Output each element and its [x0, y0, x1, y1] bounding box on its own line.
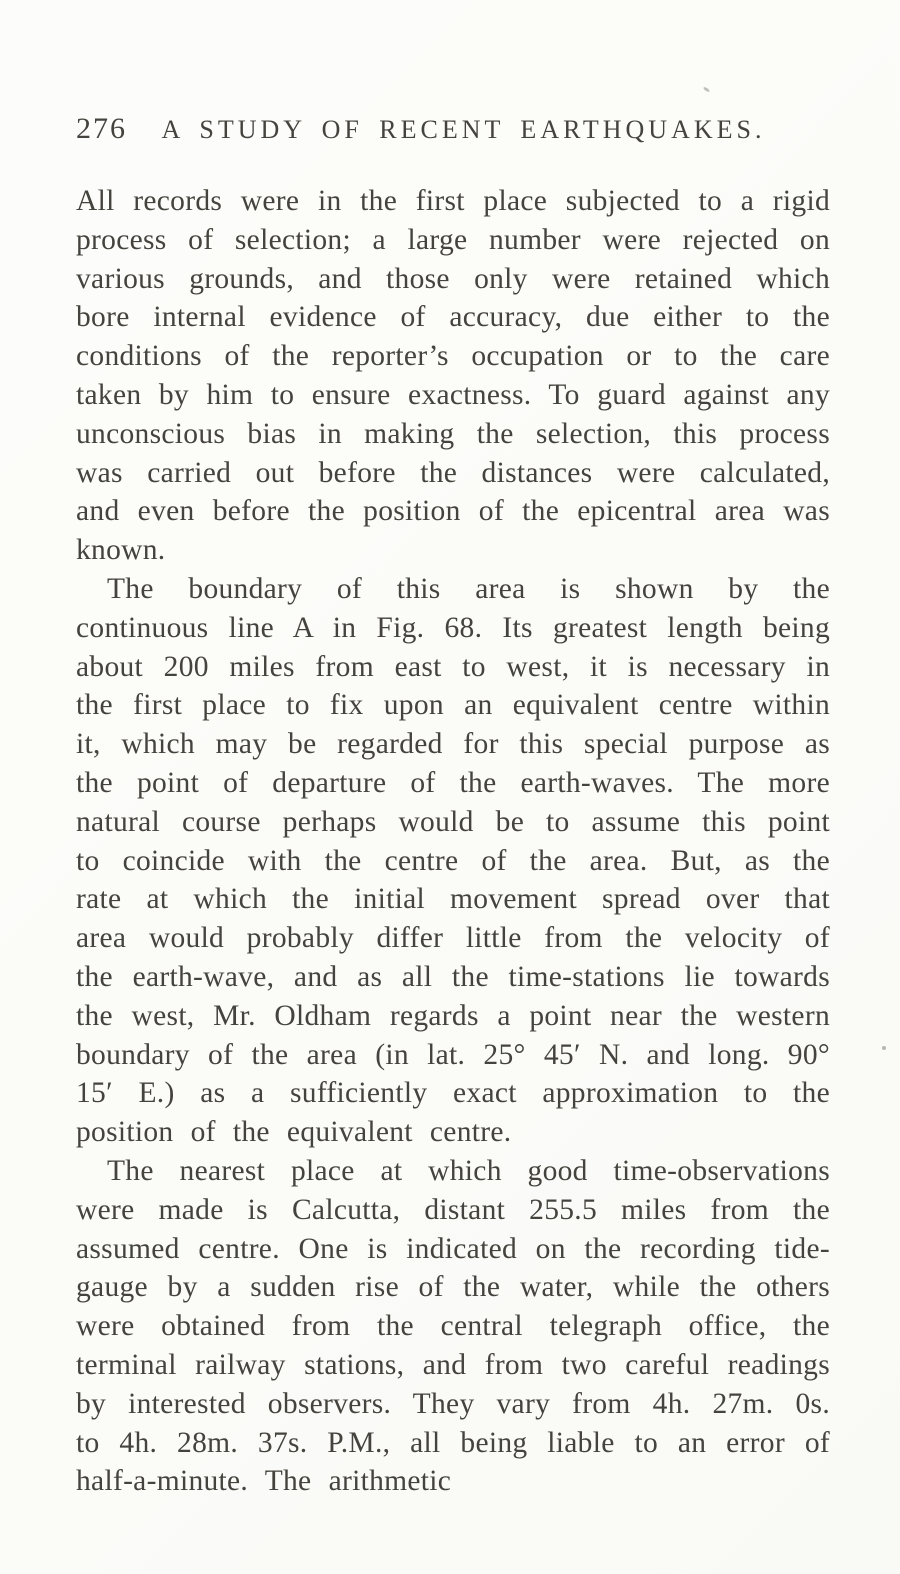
paragraph: All records were in the first place subjected to a rigid process of selection; a large number were rejected on various grounds, and those only were retained which bore internal evidence of accuracy, due either to the conditions of the reporter’s occupation or to the care taken by him to ensure exactness. To guard against any unconscious bias in making the selection, this process was carried out before the distances were calculated, and even before the position of the epicentral area was known. — [76, 185, 830, 567]
running-header — [76, 112, 830, 146]
scan-artifact — [703, 86, 710, 92]
paragraph: The boundary of this area is shown by the continuous line A in Fig. 68. Its greatest length being about 200 miles from east to west, it is necessary in the first place to fix upon an equivalent centre within it, which may be regarded for this special purpose as the point of departure of the earth-waves. The more natural course perhaps would be to assume this point to coincide with the centre of the area. But, as the rate at which the initial movement spread over that area would probably differ little from the velocity of the earth-wave, and as all the time-stations lie towards the west, Mr. Oldham regards a point near the western boundary of the area (in lat. 25° 45′ N. and long. 90° 15′ E.) as a sufficiently exact approximation to the position of the equivalent centre. — [76, 572, 830, 1149]
scan-artifact — [882, 1046, 886, 1050]
running-header-title: A STUDY OF RECENT EARTHQUAKES. — [161, 115, 766, 144]
paragraph: The nearest place at which good time-observations were made is Calcutta, distant 255.5 miles from the assumed centre. One is indicated on the recording tide-gauge by a sudden rise of the water, while the others were obtained from the central telegraph office, the terminal railway stations, and from two careful readings by interested observers. They vary from 4h. 27m. 0s. to 4h. 28m. 37s. P.M., all being liable to an error of half-a-minute. The arithmetic — [76, 1154, 830, 1498]
page-number: 276 — [76, 112, 127, 145]
page-body — [76, 182, 830, 1501]
